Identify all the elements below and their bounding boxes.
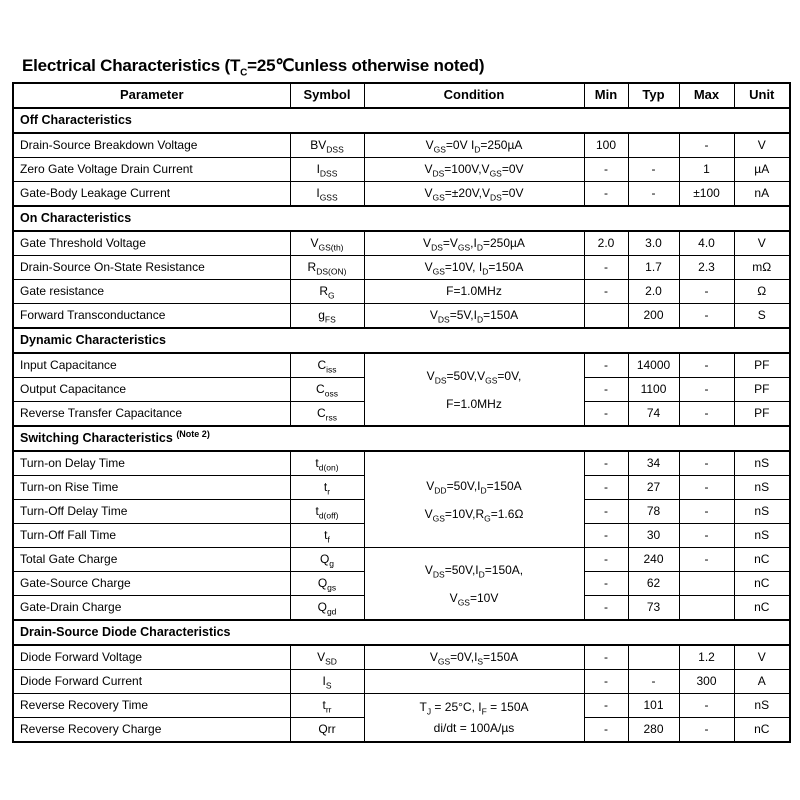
cell-min: -	[584, 256, 628, 280]
cell-symbol: $V_{SD}$	[290, 645, 364, 670]
cell-max: -	[679, 353, 734, 378]
cell-parameter: Turn-Off Delay Time	[13, 500, 290, 524]
cell-min: -	[584, 645, 628, 670]
cell-parameter: Input Capacitance	[13, 353, 290, 378]
electrical-characteristics-table	[12, 82, 791, 743]
table-row	[13, 256, 790, 280]
table-row	[13, 133, 790, 158]
cell-typ: 240	[628, 548, 679, 572]
cell-parameter: Drain-Source Breakdown Voltage	[13, 133, 290, 158]
cell-condition: $V_{DS}=50V,I_D=150A$, $V_{GS}=10V$	[364, 548, 584, 621]
cell-unit: nC	[734, 718, 790, 743]
cell-typ: 62	[628, 572, 679, 596]
cell-symbol: $V_{GS(th)}$	[290, 231, 364, 256]
cell-condition: $V_{GS}=0V,I_S=150A$	[364, 645, 584, 670]
section-header: Drain-Source Diode Characteristics	[13, 620, 790, 645]
column-header-max: Max	[679, 83, 734, 108]
cell-min: -	[584, 694, 628, 718]
cell-parameter: Turn-on Rise Time	[13, 476, 290, 500]
cell-unit: PF	[734, 378, 790, 402]
cell-max: 300	[679, 670, 734, 694]
table-row	[13, 231, 790, 256]
cell-symbol: $Q_{gs}$	[290, 572, 364, 596]
cell-unit: nS	[734, 524, 790, 548]
table-body	[13, 108, 790, 742]
section-row	[13, 328, 790, 353]
cell-unit: nS	[734, 451, 790, 476]
cell-typ	[628, 645, 679, 670]
cell-symbol: $Q_g$	[290, 548, 364, 572]
cell-min: -	[584, 718, 628, 743]
table-row	[13, 182, 790, 207]
cell-parameter: Turn-Off Fall Time	[13, 524, 290, 548]
cell-min: -	[584, 280, 628, 304]
cell-parameter: Gate-Body Leakage Current	[13, 182, 290, 207]
cell-parameter: Diode Forward Current	[13, 670, 290, 694]
cell-max: 4.0	[679, 231, 734, 256]
cell-unit: nC	[734, 548, 790, 572]
header-row	[13, 83, 790, 108]
cell-typ	[628, 133, 679, 158]
cell-min: -	[584, 476, 628, 500]
cell-typ: 14000	[628, 353, 679, 378]
page-title: Electrical Characteristics ($T_C=25℃unless$ otherwise noted)	[22, 56, 485, 79]
cell-typ: 280	[628, 718, 679, 743]
cell-unit: mΩ	[734, 256, 790, 280]
section-row	[13, 620, 790, 645]
cell-unit: S	[734, 304, 790, 329]
cell-unit: A	[734, 670, 790, 694]
section-header: Off Characteristics	[13, 108, 790, 133]
cell-min: -	[584, 500, 628, 524]
cell-symbol: $C_{oss}$	[290, 378, 364, 402]
cell-max: -	[679, 476, 734, 500]
cell-max: -	[679, 500, 734, 524]
cell-unit: V	[734, 231, 790, 256]
column-header-min: Min	[584, 83, 628, 108]
table-row	[13, 548, 790, 572]
cell-parameter: Zero Gate Voltage Drain Current	[13, 158, 290, 182]
cell-max: -	[679, 548, 734, 572]
cell-min: -	[584, 353, 628, 378]
cell-condition: $V_{GS}=10V$, $I_D=150A$	[364, 256, 584, 280]
cell-symbol: $Q_{gd}$	[290, 596, 364, 621]
cell-symbol: $t_{rr}$	[290, 694, 364, 718]
table-row	[13, 694, 790, 718]
cell-symbol: $g_{FS}$	[290, 304, 364, 329]
cell-max: -	[679, 304, 734, 329]
cell-symbol: $C_{rss}$	[290, 402, 364, 427]
cell-typ: -	[628, 158, 679, 182]
section-note: (Note 2)	[176, 428, 210, 439]
cell-unit: µA	[734, 158, 790, 182]
cell-condition	[364, 670, 584, 694]
cell-unit: nS	[734, 500, 790, 524]
cell-min: -	[584, 378, 628, 402]
cell-max: -	[679, 133, 734, 158]
cell-typ: 73	[628, 596, 679, 621]
cell-parameter: Total Gate Charge	[13, 548, 290, 572]
cell-condition: $V_{DS}=100V,V_{GS}=0V$	[364, 158, 584, 182]
section-header: Switching Characteristics $^{(Note 2)}$	[13, 426, 790, 451]
cell-typ: 27	[628, 476, 679, 500]
cell-min: -	[584, 548, 628, 572]
cell-unit: nS	[734, 694, 790, 718]
cell-typ: -	[628, 670, 679, 694]
cell-condition: $V_{GS}=0V$ $I_D=250\mu A$	[364, 133, 584, 158]
cell-symbol: $BV_{DSS}$	[290, 133, 364, 158]
cell-unit: V	[734, 645, 790, 670]
cell-min: -	[584, 158, 628, 182]
cell-parameter: Reverse Recovery Time	[13, 694, 290, 718]
cell-parameter: Reverse Recovery Charge	[13, 718, 290, 743]
cell-symbol: $R_G$	[290, 280, 364, 304]
column-header-condition: Condition	[364, 83, 584, 108]
cell-symbol: $I_{DSS}$	[290, 158, 364, 182]
cell-condition: $V_{DD}=50V,I_D=150A$ $V_{GS}=10V,R_G=1.6\Omega$	[364, 451, 584, 548]
cell-max	[679, 572, 734, 596]
table-head	[13, 83, 790, 108]
table-row	[13, 158, 790, 182]
cell-symbol: $I_{GSS}$	[290, 182, 364, 207]
cell-parameter: Turn-on Delay Time	[13, 451, 290, 476]
cell-typ: 101	[628, 694, 679, 718]
cell-condition: F=1.0MHz	[364, 280, 584, 304]
cell-typ: 200	[628, 304, 679, 329]
cell-typ: 3.0	[628, 231, 679, 256]
cell-parameter: Gate resistance	[13, 280, 290, 304]
cell-min: -	[584, 524, 628, 548]
cell-max: -	[679, 280, 734, 304]
cell-max: -	[679, 451, 734, 476]
cell-typ: 74	[628, 402, 679, 427]
cell-parameter: Output Capacitance	[13, 378, 290, 402]
column-header-typ: Typ	[628, 83, 679, 108]
cell-typ: 2.0	[628, 280, 679, 304]
cell-typ: 78	[628, 500, 679, 524]
cell-condition: $V_{GS}=\pm 20V,V_{DS}=0V$	[364, 182, 584, 207]
cell-typ: -	[628, 182, 679, 207]
cell-condition: $V_{DS}=V_{GS},I_D=250\mu A$	[364, 231, 584, 256]
cell-parameter: Gate-Drain Charge	[13, 596, 290, 621]
cell-typ: 1100	[628, 378, 679, 402]
cell-unit: PF	[734, 353, 790, 378]
cell-symbol: $t_f$	[290, 524, 364, 548]
cell-typ: 30	[628, 524, 679, 548]
cell-symbol: $t_r$	[290, 476, 364, 500]
cell-parameter: Reverse Transfer Capacitance	[13, 402, 290, 427]
cell-unit: PF	[734, 402, 790, 427]
column-header-parameter: Parameter	[13, 83, 290, 108]
section-row	[13, 426, 790, 451]
cell-max: -	[679, 378, 734, 402]
cell-min: -	[584, 451, 628, 476]
cell-symbol: $t_{d(off)}$	[290, 500, 364, 524]
cell-parameter: Drain-Source On-State Resistance	[13, 256, 290, 280]
cell-max: ±100	[679, 182, 734, 207]
cell-unit: V	[734, 133, 790, 158]
cell-condition: $V_{DS}=5V,I_D=150A$	[364, 304, 584, 329]
cell-max: 2.3	[679, 256, 734, 280]
cell-parameter: Gate Threshold Voltage	[13, 231, 290, 256]
cell-min: -	[584, 572, 628, 596]
section-header: On Characteristics	[13, 206, 790, 231]
section-row	[13, 108, 790, 133]
table-row	[13, 280, 790, 304]
cell-min: -	[584, 402, 628, 427]
table-row	[13, 451, 790, 476]
cell-max: -	[679, 718, 734, 743]
cell-max: -	[679, 524, 734, 548]
table-row	[13, 353, 790, 378]
cell-typ: 1.7	[628, 256, 679, 280]
table-row	[13, 645, 790, 670]
cell-unit: nS	[734, 476, 790, 500]
cell-symbol: $t_{d(on)}$	[290, 451, 364, 476]
cell-symbol: $R_{DS(ON)}$	[290, 256, 364, 280]
cell-min: 100	[584, 133, 628, 158]
cell-unit: nC	[734, 596, 790, 621]
cell-typ: 34	[628, 451, 679, 476]
cell-min: 2.0	[584, 231, 628, 256]
column-header-symbol: Symbol	[290, 83, 364, 108]
cell-unit: nC	[734, 572, 790, 596]
cell-min: -	[584, 670, 628, 694]
cell-max	[679, 596, 734, 621]
cell-min: -	[584, 182, 628, 207]
cell-max: -	[679, 402, 734, 427]
cell-symbol: $I_S$	[290, 670, 364, 694]
column-header-unit: Unit	[734, 83, 790, 108]
cell-condition: $V_{DS}=50V,V_{GS}=0V$, F=1.0MHz	[364, 353, 584, 426]
cell-condition: $T_J = 25^\circ C$, $I_F = 150A$ di/dt = 100A/µs	[364, 694, 584, 743]
cell-max: 1.2	[679, 645, 734, 670]
cell-unit: nA	[734, 182, 790, 207]
section-header: Dynamic Characteristics	[13, 328, 790, 353]
cell-parameter: Gate-Source Charge	[13, 572, 290, 596]
cell-symbol: $C_{iss}$	[290, 353, 364, 378]
table-row	[13, 670, 790, 694]
cell-min	[584, 304, 628, 329]
cell-max: -	[679, 694, 734, 718]
cell-symbol: Qrr	[290, 718, 364, 743]
cell-unit: Ω	[734, 280, 790, 304]
cell-parameter: Forward Transconductance	[13, 304, 290, 329]
table-row	[13, 304, 790, 329]
cell-max: 1	[679, 158, 734, 182]
section-row	[13, 206, 790, 231]
cell-parameter: Diode Forward Voltage	[13, 645, 290, 670]
cell-min: -	[584, 596, 628, 621]
